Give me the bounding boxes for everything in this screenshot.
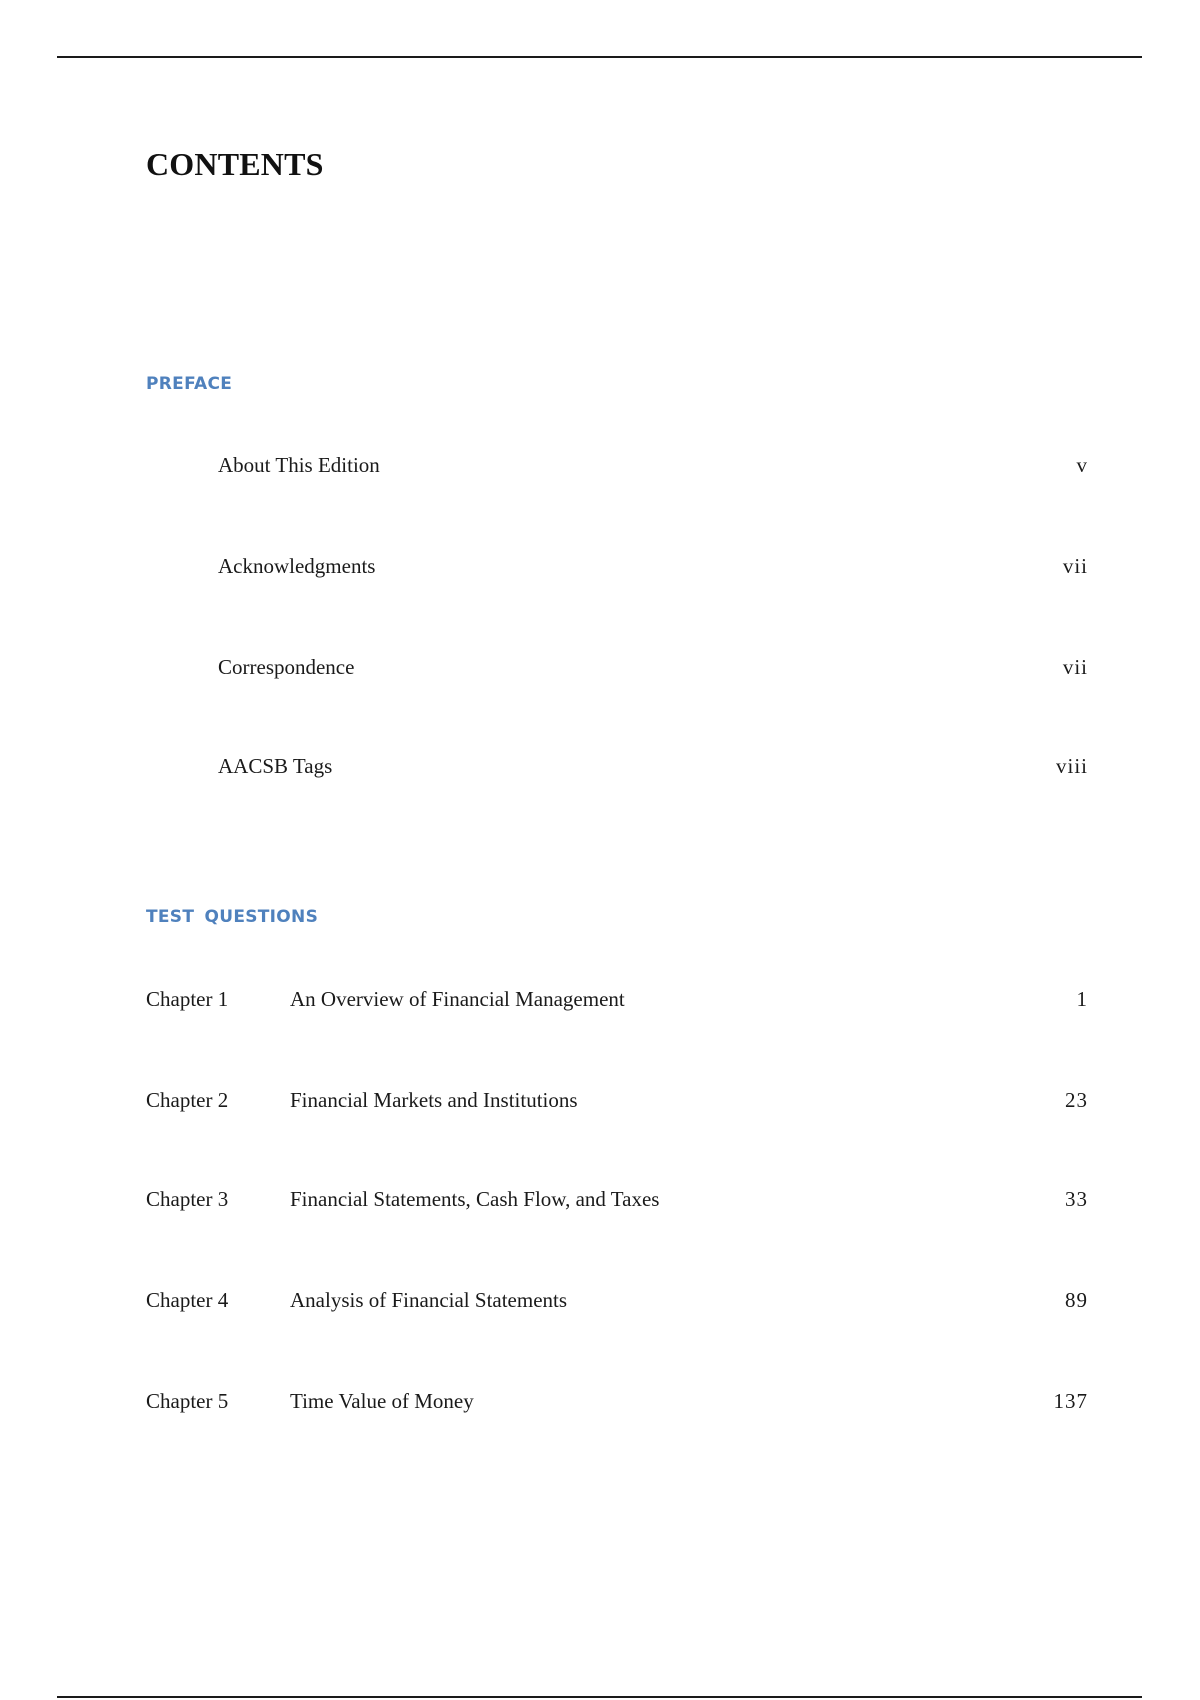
toc-entry-page: v <box>1076 453 1088 477</box>
bottom-rule <box>57 1696 1142 1698</box>
page-title: CONTENTS <box>146 146 324 182</box>
toc-chapter-4[interactable] <box>146 1285 1088 1315</box>
chapter-page: 137 <box>1053 1389 1088 1413</box>
chapter-number: Chapter 1 <box>146 987 229 1011</box>
toc-entry-page: vii <box>1062 655 1088 679</box>
chapter-number: Chapter 3 <box>146 1187 229 1211</box>
top-rule <box>57 56 1142 58</box>
toc-entry-label: Correspondence <box>218 655 355 679</box>
chapter-page: 33 <box>1065 1187 1088 1211</box>
chapter-page: 23 <box>1065 1088 1088 1112</box>
toc-entry-correspondence[interactable] <box>146 652 1088 682</box>
toc-chapter-1[interactable] <box>146 984 1088 1014</box>
chapter-title: Financial Markets and Institutions <box>290 1088 578 1112</box>
chapter-title: Analysis of Financial Statements <box>290 1288 568 1312</box>
toc-chapter-5[interactable] <box>146 1386 1088 1416</box>
toc-entry-about-this-edition[interactable] <box>146 450 1088 480</box>
chapter-number: Chapter 2 <box>146 1088 229 1112</box>
chapter-number: Chapter 4 <box>146 1288 229 1312</box>
chapter-title: An Overview of Financial Management <box>290 987 625 1011</box>
toc-entry-page: vii <box>1062 554 1088 578</box>
chapter-number: Chapter 5 <box>146 1389 229 1413</box>
toc-entry-label: About This Edition <box>218 453 380 477</box>
toc-entry-aacsb-tags[interactable] <box>146 751 1088 781</box>
chapter-page: 1 <box>1076 987 1088 1011</box>
chapter-page: 89 <box>1065 1288 1088 1312</box>
toc-chapter-2[interactable] <box>146 1085 1088 1115</box>
toc-entry-label: Acknowledgments <box>218 554 376 578</box>
toc-entry-acknowledgments[interactable] <box>146 551 1088 581</box>
section-heading-test-questions: TEST QUESTIONS <box>146 907 319 927</box>
toc-entry-label: AACSB Tags <box>218 754 333 778</box>
toc-chapter-3[interactable] <box>146 1184 1088 1214</box>
chapter-title: Time Value of Money <box>290 1389 474 1413</box>
chapter-title: Financial Statements, Cash Flow, and Taxes <box>290 1187 660 1211</box>
toc-entry-page: viii <box>1055 754 1088 778</box>
section-heading-preface: PREFACE <box>146 374 233 394</box>
